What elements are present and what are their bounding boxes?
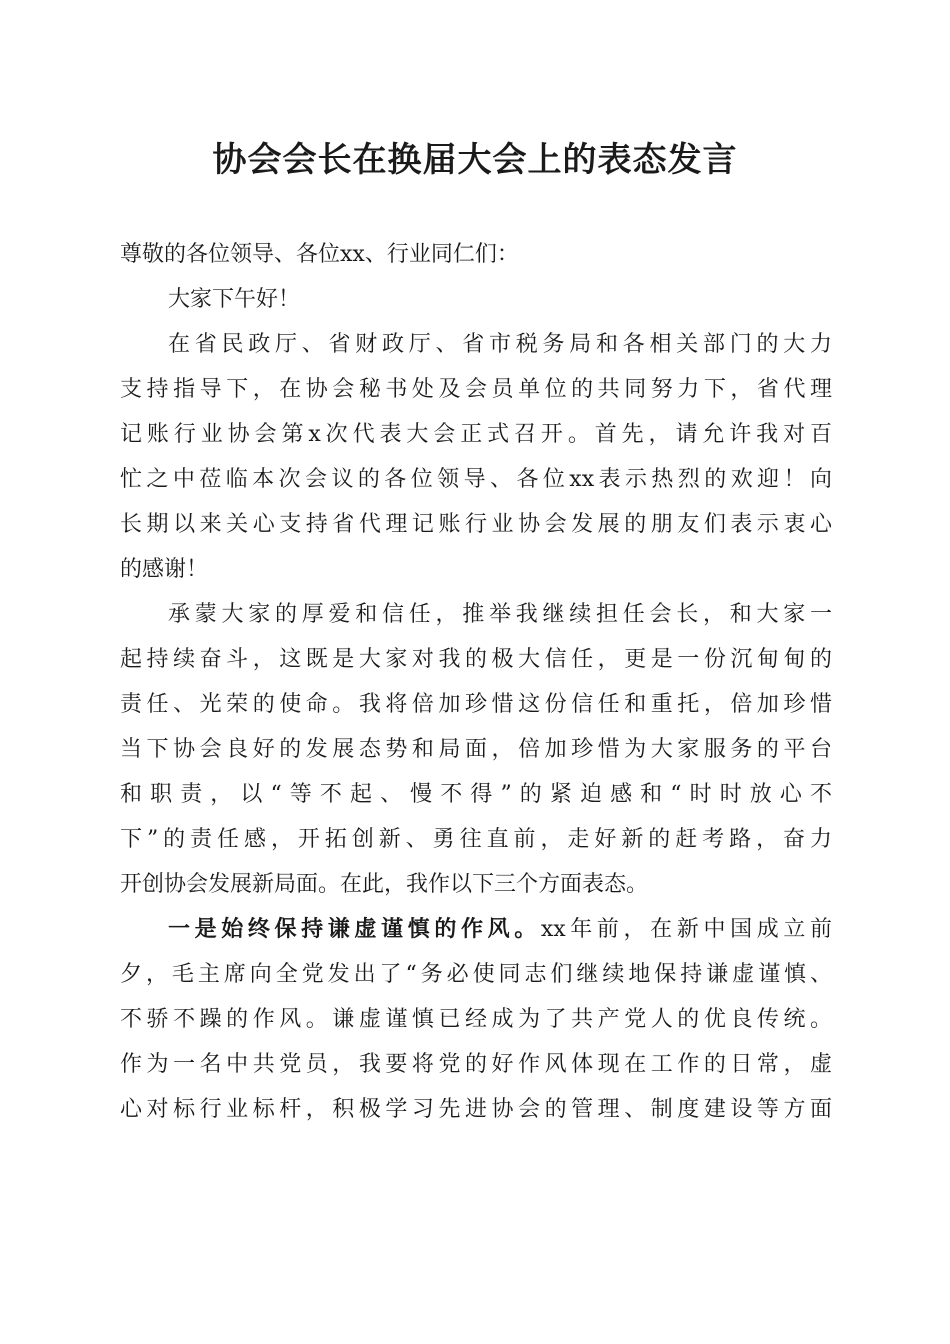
paragraph-1-line: 的感谢！: [120, 557, 209, 582]
paragraph-3-line: 作为一名中共党员，我要将党的好作风体现在工作的日常，虚: [120, 1052, 832, 1077]
paragraph-2-line: 和职责，以“等不起、慢不得”的紧迫感和“时时放心不: [120, 782, 832, 807]
paragraph-2-line: 起持续奋斗，这既是大家对我的极大信任，更是一份沉甸甸的: [120, 647, 832, 672]
paragraph-2-line: 责任、光荣的使命。我将倍加珍惜这份信任和重托，倍加珍惜: [120, 692, 832, 717]
paragraph-2-line: 下”的责任感，开拓创新、勇往直前，走好新的赶考路，奋力: [120, 827, 832, 852]
paragraph-3-line: 夕，毛主席向全党发出了“务必使同志们继续地保持谦虚谨慎、: [120, 962, 832, 987]
greeting: 大家下午好！: [168, 287, 301, 312]
paragraph-1-line: 在省民政厅、省财政厅、省市税务局和各相关部门的大力: [168, 332, 832, 357]
salutation: 尊敬的各位领导、各位xx、行业同仁们：: [120, 242, 519, 267]
paragraph-1-line: 记账行业协会第x次代表大会正式召开。首先，请允许我对百: [120, 422, 832, 447]
paragraph-2-line: 开创协会发展新局面。在此，我作以下三个方面表态。: [120, 872, 649, 897]
paragraph-3-line: 不骄不躁的作风。谦虚谨慎已经成为了共产党人的优良传统。: [120, 1007, 832, 1032]
paragraph-2-line: 承蒙大家的厚爱和信任，推举我继续担任会长，和大家一: [168, 602, 832, 627]
paragraph-1-line: 长期以来关心支持省代理记账行业协会发展的朋友们表示衷心: [120, 512, 832, 537]
document-title: 协会会长在换届大会上的表态发言: [212, 140, 738, 180]
paragraph-3-lead-rest: xx年前，在新中国成立前: [540, 917, 832, 942]
paragraph-3-line: [168, 907, 832, 952]
paragraph-2-line: 当下协会良好的发展态势和局面，倍加珍惜为大家服务的平台: [120, 737, 832, 762]
paragraph-3-lead: 一是始终保持谦虚谨慎的作风。: [168, 916, 541, 942]
paragraph-1-line: 支持指导下，在协会秘书处及会员单位的共同努力下，省代理: [120, 377, 832, 402]
paragraph-3-line: 心对标行业标杆，积极学习先进协会的管理、制度建设等方面: [120, 1097, 832, 1122]
paragraph-1-line: 忙之中莅临本次会议的各位领导、各位xx表示热烈的欢迎！向: [120, 467, 832, 492]
